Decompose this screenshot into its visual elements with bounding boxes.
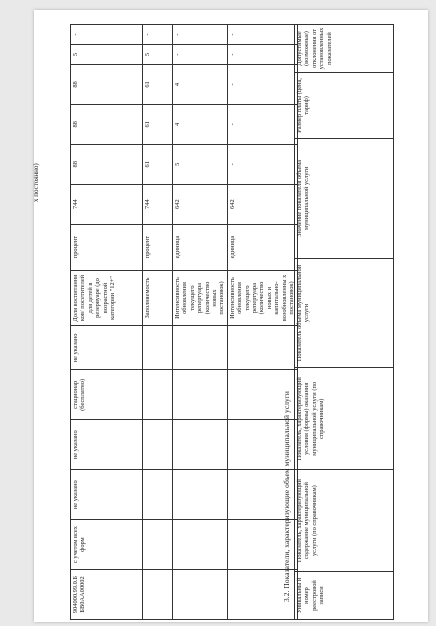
deviation-cell: -	[227, 25, 297, 45]
deviation-cell: -	[143, 25, 173, 45]
column-header: Показатель, характеризующий содержание муниципальной услуги (по справочникам)	[295, 470, 394, 572]
condition-cell	[143, 370, 173, 420]
okei-cell: 642	[227, 184, 297, 224]
value-cell: 4	[173, 104, 228, 144]
unit-cell: процент	[143, 224, 173, 270]
deviation-cell: 5	[71, 45, 143, 65]
deviation-cell: -	[173, 25, 228, 45]
okei-cell: 744	[143, 184, 173, 224]
content-cell	[173, 470, 228, 520]
content-cell	[173, 420, 228, 470]
deviation-cell: 5	[143, 45, 173, 65]
deviation-cell: -	[71, 25, 143, 45]
rotated-landscape-page	[34, 10, 428, 622]
column-header: Показатель, характеризующий условия (формы) оказания муниципальной услуги (по справочникам)	[295, 368, 394, 470]
column-header: Допустимые (возможные) отклонения от установленных показателей	[295, 25, 394, 73]
quality-indicators-table	[70, 24, 298, 620]
record-number-cell: 904000.99.0.Б БВ0АА00002	[71, 570, 143, 620]
unit-cell: единица	[173, 224, 228, 270]
record-number-cell	[143, 570, 173, 620]
value-cell: -	[227, 104, 297, 144]
value-cell: 61	[143, 144, 173, 184]
record-number-cell	[173, 570, 228, 620]
content-cell	[173, 520, 228, 570]
content-cell	[143, 470, 173, 520]
value-cell: 4	[173, 65, 228, 105]
deviation-cell: -	[173, 45, 228, 65]
value-cell: 5	[173, 144, 228, 184]
condition-cell	[227, 326, 297, 370]
condition-cell	[173, 370, 228, 420]
volume-indicators-table	[294, 24, 394, 620]
content-cell	[143, 420, 173, 470]
value-cell: 61	[143, 104, 173, 144]
value-cell: 88	[71, 144, 143, 184]
indicator-name-cell: Интенсивность обновления текущего репертуара (количество новых постановок)	[173, 270, 228, 326]
value-cell: 61	[143, 65, 173, 105]
table-row	[143, 25, 173, 620]
table-row	[173, 25, 228, 620]
table-row	[71, 25, 143, 620]
condition-cell	[173, 326, 228, 370]
content-cell	[143, 520, 173, 570]
value-cell: 88	[71, 65, 143, 105]
okei-cell: 642	[173, 184, 228, 224]
value-cell: -	[227, 65, 297, 105]
column-header: Уникальны й номер реестровой записи	[295, 572, 394, 620]
indicator-name-cell: Доля воспитанни ков/ посетителей для детей в резервуаре (до возрастной категории "12+"	[71, 270, 143, 326]
value-cell: -	[227, 144, 297, 184]
document-page	[34, 10, 428, 622]
unit-cell: единица	[227, 224, 297, 270]
section-heading: 3.2. Показатели, характеризующие объем муниципальной услуги	[282, 391, 291, 602]
column-header: Показатель объема муниципальной услуги	[295, 258, 394, 368]
table-header-row	[295, 25, 394, 620]
column-header: Размер платы (цена, тариф)	[295, 73, 394, 139]
unit-cell: процент	[71, 224, 143, 270]
content-cell: не указано	[71, 470, 143, 520]
top-header-fragment: х постоянно)	[32, 163, 40, 202]
value-cell: 88	[71, 104, 143, 144]
content-cell: с учетом всех форм	[71, 520, 143, 570]
column-header: Значение показателя объема муниципальной услуги	[295, 138, 394, 258]
indicator-name-cell: Интенсивность обновления текущего репертуара (количество новых и капитально- возобновленны х постановок)	[227, 270, 297, 326]
condition-cell: не указано	[71, 326, 143, 370]
okei-cell: 744	[71, 184, 143, 224]
condition-cell	[143, 326, 173, 370]
deviation-cell: -	[227, 45, 297, 65]
condition-cell: стационар (бесплатно)	[71, 370, 143, 420]
indicator-name-cell: Заполняемость	[143, 270, 173, 326]
content-cell: не указано	[71, 420, 143, 470]
